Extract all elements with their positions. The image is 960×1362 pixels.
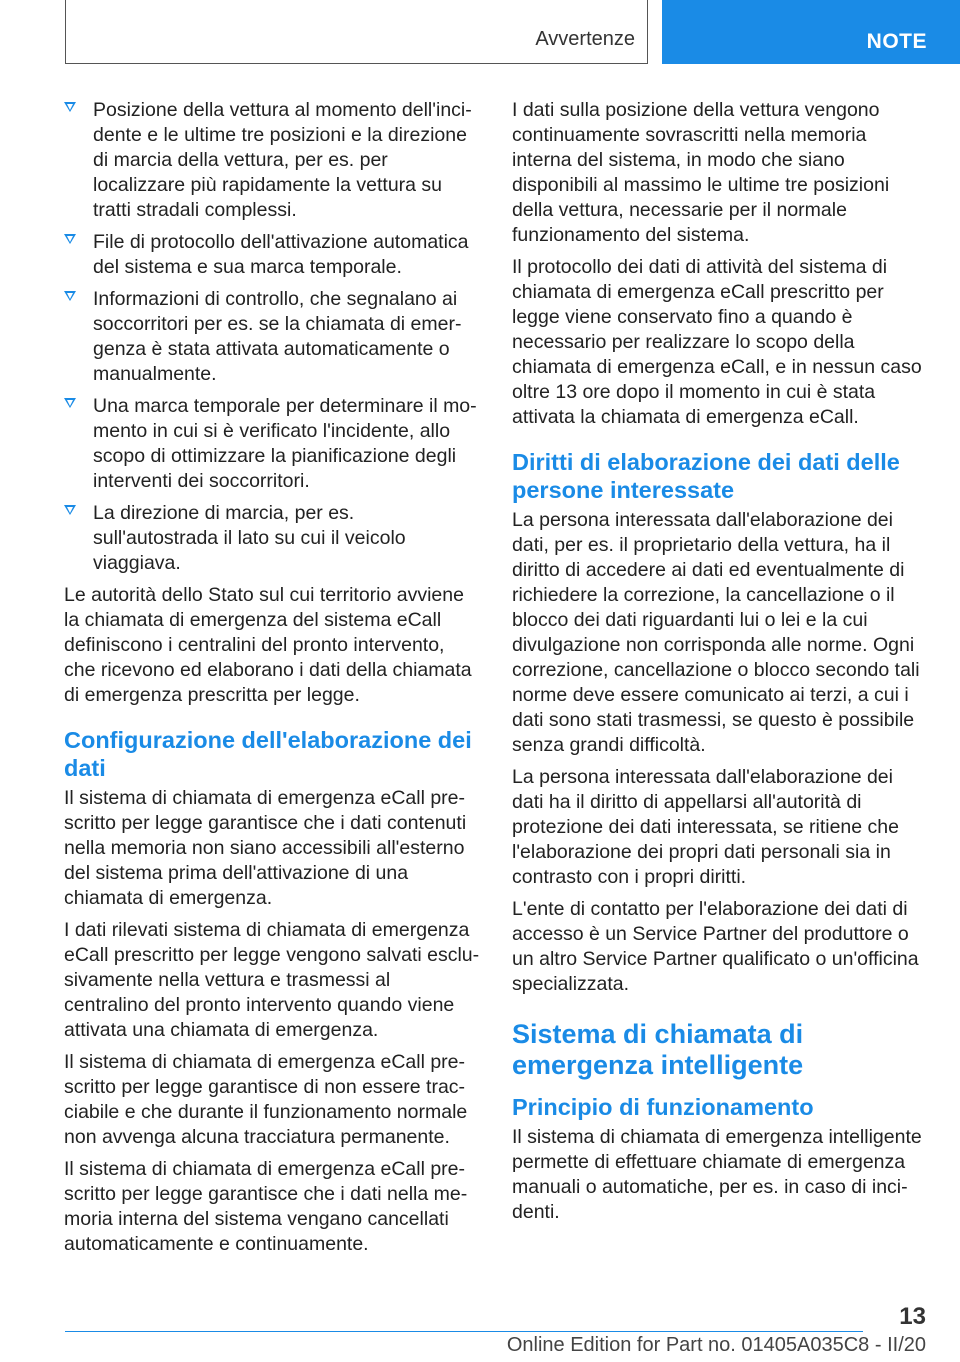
paragraph-principle: Il sistema di chiamata di emergenza intelligente permette di effettuare chiamate di emergenza manuali o automatiche, per es. in caso di incidenti. (512, 1126, 922, 1223)
list-item: La direzione di marcia, per es. sull'autostrada il lato su cui il veicolo viaggiava. (64, 501, 480, 576)
header-tab-note (662, 0, 960, 64)
paragraph-rights-2: La persona interessata dall'elaborazione dei dati ha il diritto di appellarsi all'autorità di protezione dei dati interessata, se ritiene che l'elaborazione dei propri dati personali sia in contrasto con i propri diritti. (512, 766, 899, 888)
right-column (512, 98, 926, 1232)
header-section-title: Avvertenze (535, 28, 635, 50)
paragraph-authorities: Le autorità dello Stato sul cui territorio avviene la chiamata di emergenza del sistema eCall definiscono i centralini del pronto intervento, che ricevono ed elaborano i dati della chiamata di emergenza prescritta per legge. (64, 584, 472, 706)
paragraph-position-data: I dati sulla posizione della vettura vengono continuamente sovrascritti nella memoria interna del sistema, in modo che siano disponibili al massimo le ultime tre posizioni della vettura, necessarie per il normale funzionamento del sistema. (512, 99, 890, 246)
list-item: Una marca temporale per determinare il momento in cui si è verificato l'incidente, allo scopo di ottimizzare la pianificazione degli interventi dei soccorritori. (64, 394, 480, 494)
header-section-box (65, 0, 648, 64)
triangle-bullet-icon (64, 291, 76, 301)
heading-rights: Diritti di elaborazione dei dati delle persone interessate (512, 449, 900, 503)
list-item: Informazioni di controllo, che segnalano ai soccorritori per es. se la chiamata di emergenza è stata attivata automaticamente o manualmente. (64, 287, 480, 387)
triangle-bullet-icon (64, 398, 76, 408)
paragraph-rights-1: La persona interessata dall'elaborazione dei dati, per es. il proprietario della vettura, ha il diritto di accedere ai dati ed eventualmente di richiedere la correzione, la cancellazione o il blocco dei dati riguardanti lui o lei e la cui divulgazione non corrisponda alle norme. Ogni correzione, cancellazione o blocco secondo tali norme deve essere comunicato ai terzi, a cui i dati sono stati trasmessi, se questo è possibile senza grandi difficoltà. (512, 509, 920, 756)
heading-intelligent-emergency-call: Sistema di chiamata di emergenza intelligente (512, 1019, 804, 1080)
triangle-bullet-icon (64, 505, 76, 515)
page-number: 13 (899, 1303, 926, 1330)
paragraph-config-2: I dati rilevati sistema di chiamata di emergenza eCall prescritto per legge vengono salvati esclusivamente nella vettura e trasmessi al centralino del pronto intervento quando viene attivata una chiamata di emergenza. (64, 919, 480, 1041)
triangle-bullet-icon (64, 234, 76, 244)
heading-configuration: Configurazione dell'elaborazione dei dati (64, 727, 472, 781)
header-tab-label: NOTE (866, 30, 927, 53)
paragraph-config-3: Il sistema di chiamata di emergenza eCall prescritto per legge garantisce di non essere tracciabile e che durante il funzionamento normale non avvenga alcuna tracciatura permanente. (64, 1051, 468, 1148)
list-item: File di protocollo dell'attivazione automatica del sistema e sua marca temporale. (64, 230, 480, 280)
heading-principle: Principio di funzionamento (512, 1094, 814, 1120)
triangle-bullet-icon (64, 102, 76, 112)
paragraph-protocol: Il protocollo dei dati di attività del sistema di chiamata di emergenza eCall prescritto per legge viene conservato fino a quando è necessario per realizzare lo scopo della chiamata di emergenza eCall, e in nessun caso oltre 13 ore dopo il momento in cui è stata attivata la chiamata di emergenza eCall. (512, 256, 922, 428)
bullet-list (64, 98, 480, 576)
paragraph-rights-3: L'ente di contatto per l'elaborazione dei dati di accesso è un Service Partner del produttore o un altro Service Partner qualificato o un'officina specializzata. (512, 898, 919, 995)
footer-divider (65, 1331, 863, 1332)
left-column (64, 98, 480, 1264)
paragraph-config-1: Il sistema di chiamata di emergenza eCall prescritto per legge garantisce che i dati contenuti nella memoria non siano accessibili all'esterno del sistema prima dell'attivazione di una chiamata di emergenza. (64, 787, 467, 909)
footer-edition: Online Edition for Part no. 01405A035C8 - II/20 (506, 1334, 926, 1356)
paragraph-config-4: Il sistema di chiamata di emergenza eCall prescritto per legge garantisce che i dati nella memoria interna del sistema vengano cancellati automaticamente e continuamente. (64, 1158, 468, 1255)
list-item: Posizione della vettura al momento dell'incidente e le ultime tre posizioni e la direzione di marcia della vettura, per es. per localizzare più rapidamente la vettura su tratti stradali complessi. (64, 98, 480, 223)
